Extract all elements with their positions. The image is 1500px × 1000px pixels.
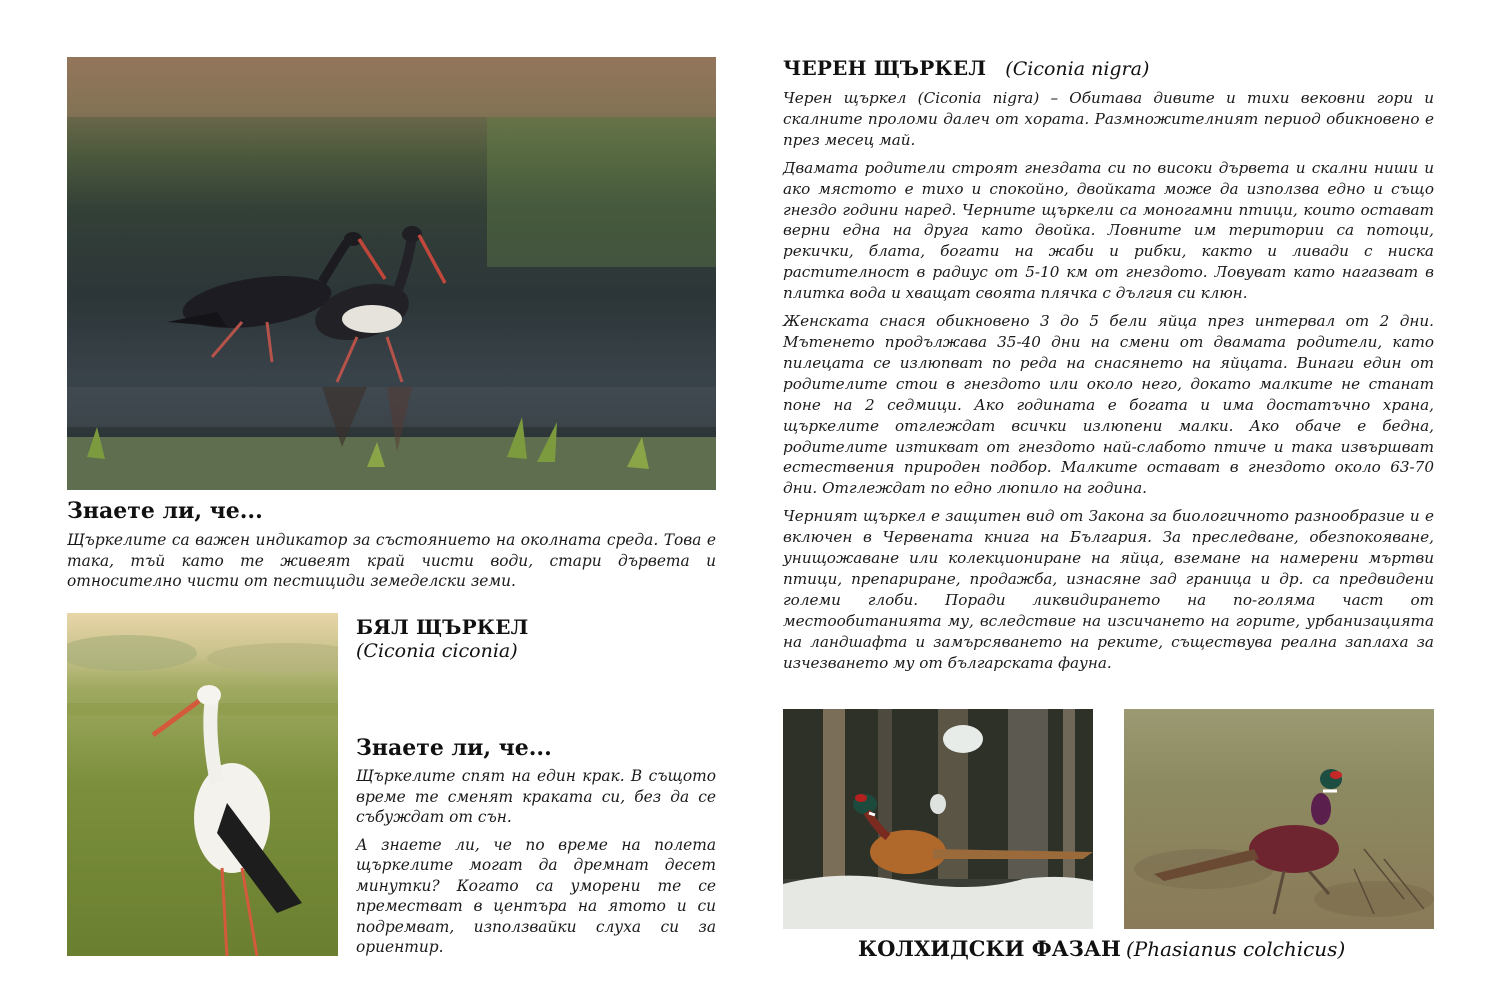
black-stork-paragraph-3: Женската снася обикновено 3 до 5 бели яйца през интервал от 2 дни. Мътенето продължава 35-40 дни на смени от двамата родители, като пилецата се излюпват по реда на снасянето на яйцата. Винаги един от родителите стои в гнездото или около него, докато малките не станат поне на 2 седмици. Ако годината е богата и има достатъчно храна, щъркелите отглеждат всички излюпени малки. Ако обаче е бедна, родителите изтикват от гнездото най-слабото птиче и така извършват естествения природен подбор. Малките остават в гнездото около 63-70 дни. Отглеждат по едно люпило на година. — [783, 312, 1434, 498]
pheasant-title: КОЛХИДСКИ ФАЗАН — [858, 936, 1121, 961]
black-storks-photo — [67, 57, 716, 490]
white-stork-photo — [67, 613, 338, 956]
did-you-know-text-1: Щъркелите са важен индикатор за състоянието на околната среда. Това е така, тъй като те живеят край чисти води, стари дървета и относително чисти от пестициди земеделски земи. — [67, 531, 716, 590]
black-stork-paragraph-4: Черният щъркел е защитен вид от Закона за биологичното разнообразие и е включен в Червената книга на България. За преследване, обезпокояване, унищожаване или колекциониране на яйца, вземане на намерени мъртви птици, препариране, продажба, изнасяне зад граница и др. са предвидени големи глоби. Поради ликвидирането на по-голяма част от местообитанията му, вследствие на изсичането на горите, урбанизацията на ландшафта и замърсяването на реките, съществува реална заплаха за изчезването му от българската фауна. — [783, 507, 1434, 672]
white-stork-facts — [356, 766, 716, 965]
white-stork-fact-1: Щъркелите спят на един крак. В същото време те сменят краката си, без да се събуждат от сън. — [356, 767, 716, 826]
black-stork-paragraph-2: Двамата родители строят гнездата си по високи дървета и скални ниши и ако мястото е тихо и спокойно, двойката може да използва едно и също гнездо години наред. Черните щъркели са моногамни птици, които остават верни една на друга като двойка. Ловните им територии са потоци, рекички, блата, богати на жаби и рибки, както и ливади с ниска растителност в радиус от 5-10 км от гнездото. Ловуват като нагазват в плитка вода и хващат своята плячка с дългия си клюн. — [783, 158, 1434, 303]
black-stork-title: ЧЕРЕН ЩЪРКЕЛ — [783, 56, 987, 80]
black-stork-article — [783, 88, 1434, 680]
did-you-know-heading-1: Знаете ли, че... — [67, 498, 263, 524]
white-stork-title: БЯЛ ЩЪРКЕЛ — [356, 615, 529, 639]
black-stork-heading — [783, 56, 1149, 80]
black-stork-latin-name: (Ciconia nigra) — [1005, 58, 1150, 80]
white-stork-fact-2: А знаете ли, че по време на полета щъркелите могат да дремнат десет минутки? Когато са уморени те се преместват в центъра на ятото и си подремват, използвайки слуха си за ориентир. — [356, 835, 716, 956]
black-stork-paragraph-1: Черен щъркел (Ciconia nigra) – Обитава дивите и тихи вековни гори и скалните проломи далеч от хората. Размножителният период обикновено е през месец май. — [783, 89, 1434, 149]
pheasant-field-photo — [1124, 709, 1434, 929]
pheasant-latin-name: (Phasianus colchicus) — [1125, 937, 1346, 961]
pheasant-caption — [858, 936, 1345, 961]
pheasant-snow-photo — [783, 709, 1093, 929]
white-stork-latin-name: (Ciconia ciconia) — [356, 640, 518, 662]
did-you-know-heading-2: Знаете ли, че... — [356, 735, 552, 761]
